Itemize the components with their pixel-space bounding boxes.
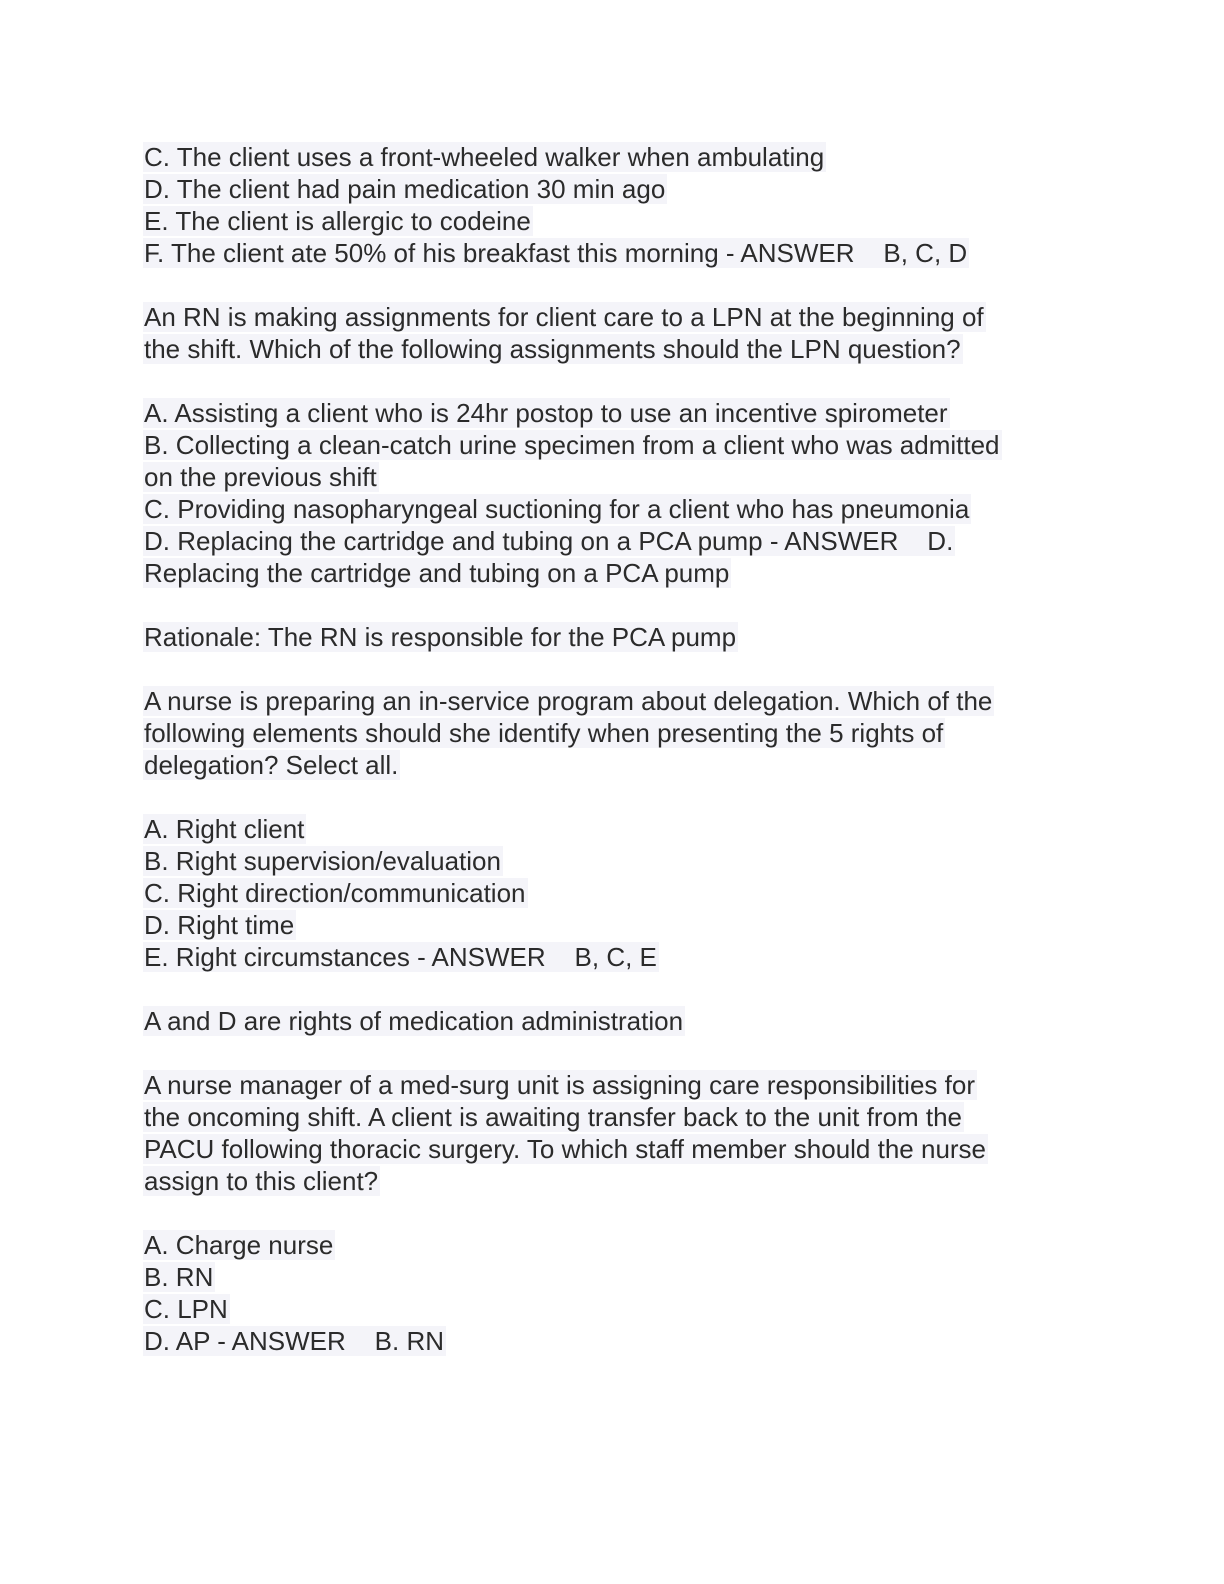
text-line: [143, 717, 1073, 749]
paragraph-gap: [143, 781, 1073, 813]
text-line: [143, 845, 1073, 877]
text-line-content: E. Right circumstances - ANSWER B, C, E: [144, 942, 657, 972]
text-line: [143, 909, 1073, 941]
text-line: [143, 941, 1073, 973]
text-line-content: A. Charge nurse: [144, 1230, 334, 1260]
text-line-content: C. Providing nasopharyngeal suctioning for a client who has pneumonia: [144, 494, 970, 524]
text-line: [143, 685, 1073, 717]
paragraph-gap: [143, 973, 1073, 1005]
text-line: [143, 525, 1073, 557]
text-line: [143, 813, 1073, 845]
paragraph-gap: [143, 365, 1073, 397]
text-line: [143, 621, 1073, 653]
text-line: [143, 1005, 1073, 1037]
text-line-content: on the previous shift: [144, 462, 377, 492]
text-line-content: A nurse is preparing an in-service program about delegation. Which of the: [144, 686, 993, 716]
text-line: [143, 493, 1073, 525]
text-line-content: F. The client ate 50% of his breakfast this morning - ANSWER B, C, D: [144, 238, 968, 268]
text-line: [143, 429, 1073, 461]
text-line: [143, 1293, 1073, 1325]
document-body: [143, 141, 1073, 1357]
text-line: [143, 557, 1073, 589]
text-line: [143, 173, 1073, 205]
text-line-content: C. LPN: [144, 1294, 228, 1324]
text-line: [143, 1069, 1073, 1101]
paragraph-gap: [143, 653, 1073, 685]
text-line: [143, 461, 1073, 493]
text-line-content: A. Assisting a client who is 24hr postop to use an incentive spirometer: [144, 398, 948, 428]
text-line: [143, 1261, 1073, 1293]
text-line: [143, 1165, 1073, 1197]
text-line-content: A. Right client: [144, 814, 305, 844]
text-line: [143, 1101, 1073, 1133]
text-line-content: A and D are rights of medication administration: [144, 1006, 684, 1036]
text-line-content: Rationale: The RN is responsible for the PCA pump: [144, 622, 737, 652]
text-line-content: B. Right supervision/evaluation: [144, 846, 501, 876]
text-line: [143, 1325, 1073, 1357]
text-line: [143, 141, 1073, 173]
text-line-content: D. Right time: [144, 910, 295, 940]
text-line-content: A nurse manager of a med-surg unit is assigning care responsibilities for: [144, 1070, 975, 1100]
text-line-content: assign to this client?: [144, 1166, 379, 1196]
paragraph-gap: [143, 1037, 1073, 1069]
text-line-content: PACU following thoracic surgery. To which staff member should the nurse: [144, 1134, 987, 1164]
text-line-content: the oncoming shift. A client is awaiting transfer back to the unit from the: [144, 1102, 962, 1132]
paragraph-gap: [143, 269, 1073, 301]
paragraph-gap: [143, 1197, 1073, 1229]
text-line: [143, 749, 1073, 781]
paragraph-gap: [143, 589, 1073, 621]
text-line-content: An RN is making assignments for client care to a LPN at the beginning of: [144, 302, 984, 332]
text-line: [143, 877, 1073, 909]
text-line-content: delegation? Select all.: [144, 750, 399, 780]
text-line: [143, 397, 1073, 429]
text-line-content: Replacing the cartridge and tubing on a PCA pump: [144, 558, 730, 588]
text-line: [143, 205, 1073, 237]
text-line-content: B. RN: [144, 1262, 214, 1292]
text-line-content: D. AP - ANSWER B. RN: [144, 1326, 445, 1356]
text-line-content: D. Replacing the cartridge and tubing on a PCA pump - ANSWER D.: [144, 526, 954, 556]
text-line: [143, 1133, 1073, 1165]
text-line: [143, 333, 1073, 365]
text-line: [143, 237, 1073, 269]
text-line: [143, 1229, 1073, 1261]
text-line-content: the shift. Which of the following assignments should the LPN question?: [144, 334, 961, 364]
text-line-content: C. The client uses a front-wheeled walker when ambulating: [144, 142, 825, 172]
text-line: [143, 301, 1073, 333]
text-line-content: B. Collecting a clean-catch urine specimen from a client who was admitted: [144, 430, 1000, 460]
text-line-content: D. The client had pain medication 30 min ago: [144, 174, 666, 204]
text-line-content: following elements should she identify when presenting the 5 rights of: [144, 718, 944, 748]
text-line-content: E. The client is allergic to codeine: [144, 206, 531, 236]
text-line-content: C. Right direction/communication: [144, 878, 526, 908]
